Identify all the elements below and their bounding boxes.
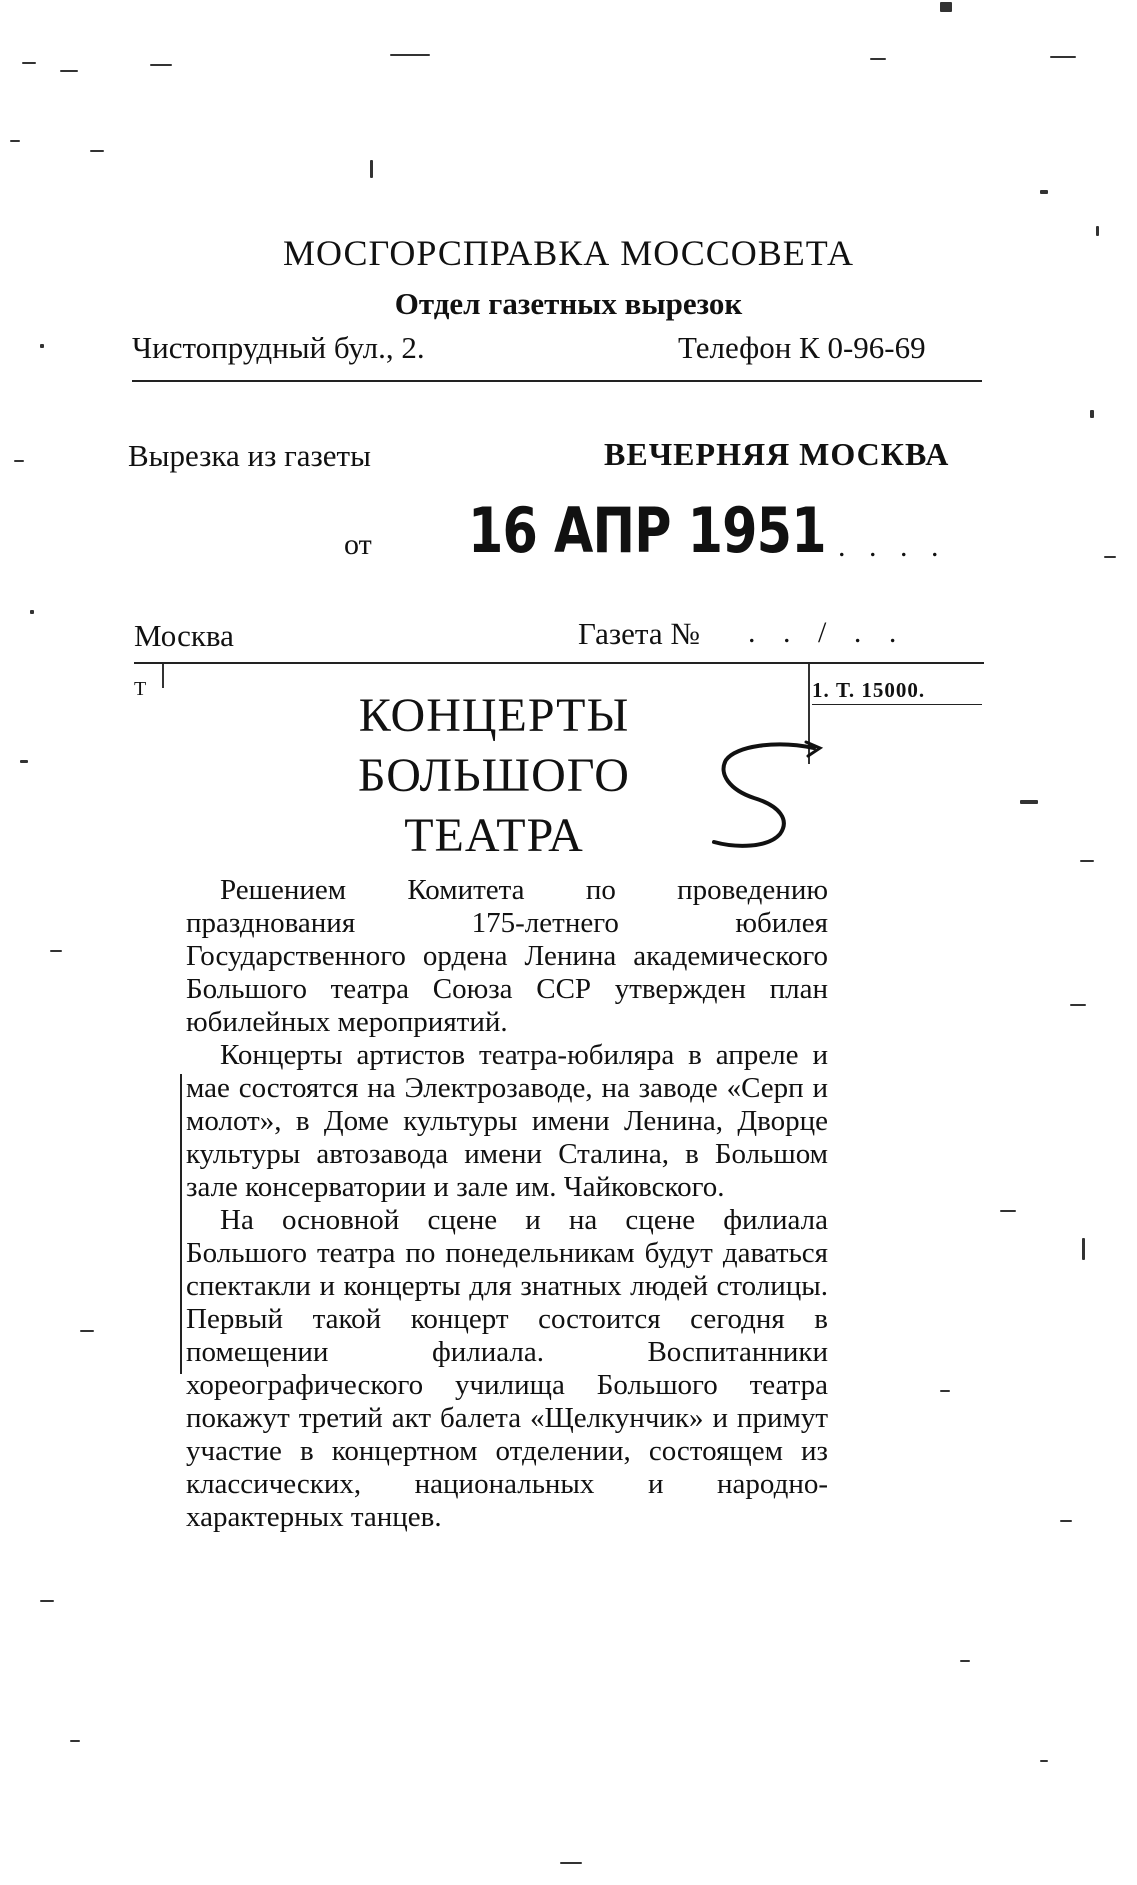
header-divider: [132, 380, 982, 382]
organization-name: МОСГОРСПРАВКА МОССОВЕТА: [283, 233, 854, 273]
article-paragraph: Решением Комитета по проведению празднования 175-летнего юбилея Государственного ордена Ленина академического Большого театра Союза ССР утвержден план юбилейных мероприятий.: [186, 874, 828, 1038]
date-from-label: от: [344, 528, 372, 561]
date-dots: . . . .: [838, 530, 947, 563]
issue-dots: . . / . .: [748, 616, 907, 649]
department-name: Отдел газетных вырезок: [394, 286, 743, 321]
city: Москва: [134, 618, 234, 653]
headline-line: ТЕАТРА: [404, 809, 584, 862]
address: Чистопрудный бул., 2.: [132, 330, 425, 365]
headline-line: КОНЦЕРТЫ: [358, 689, 630, 742]
column-rule: [180, 1074, 182, 1374]
headline-line: БОЛЬШОГО: [358, 749, 630, 802]
clipping-label: Вырезка из газеты: [128, 438, 371, 473]
issue-label: Газета №: [578, 616, 700, 651]
form-divider: [134, 662, 984, 664]
article-body: [186, 874, 828, 1534]
date-stamp: 16 АПР 1951: [468, 494, 826, 567]
article-headline: [294, 686, 694, 866]
handwritten-mark-icon: [696, 738, 826, 858]
fragment-underline: [812, 704, 982, 705]
phone-number: Телефон К 0-96-69: [678, 330, 926, 365]
article-paragraph: На основной сцене и на сцене филиала Большого театра по понедельникам будут даваться спектакли и концерты для знатных людей столицы. Первый такой концерт состоится сегодня в помещении филиала. Воспитанники хореографического училища Большого театра покажут третий акт балета «Щелкунчик» и примут участие в концертном отделении, состоящем из классических, национальных и народно-характерных танцев.: [186, 1204, 828, 1533]
clipping-edge-left: [162, 664, 164, 688]
newspaper-name: ВЕЧЕРНЯЯ МОСКВА: [604, 436, 950, 472]
fragment-right: 1. Т. 15000.: [812, 678, 926, 702]
fragment-left: Т: [134, 678, 147, 700]
article-paragraph: Концерты артистов театра-юбиляра в апреле и мае состоятся на Электрозаводе, на заводе «Серп и молот», в Доме культуры имени Ленина, Дворце культуры автозавода имени Сталина, в Большом зале консерватории и зале им. Чайковского.: [186, 1039, 828, 1203]
